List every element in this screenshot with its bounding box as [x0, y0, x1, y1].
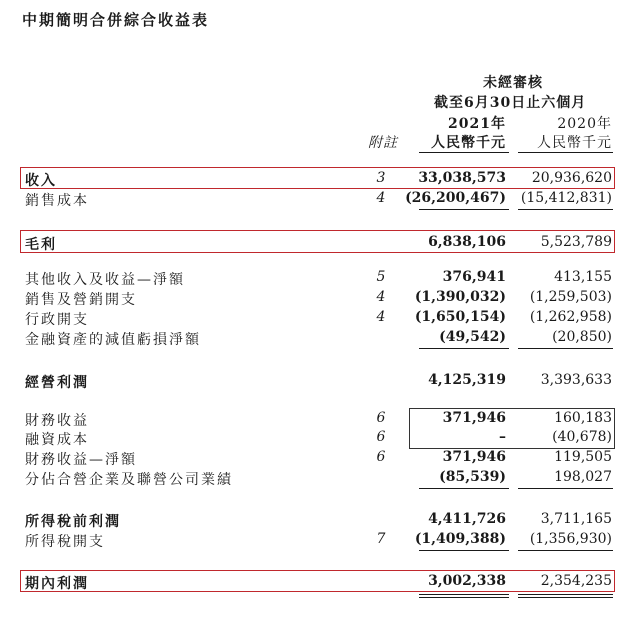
- header-year-current: 2021年: [448, 116, 506, 132]
- double-underline-1-prior: [518, 594, 613, 595]
- row-current-profit-before-tax: 4,411,726: [428, 511, 506, 527]
- row-note-net-finance-income: 6: [376, 449, 386, 465]
- row-prior-gross-profit: 5,523,789: [540, 234, 612, 250]
- double-underline-2-prior: [518, 597, 613, 598]
- row-current-income-tax: (1,409,388): [414, 531, 506, 547]
- row-label-selling-expenses: 銷售及營銷開支: [25, 292, 137, 308]
- underline-cost-of-sales-prior: [518, 209, 613, 210]
- header-year-prior: 2020年: [557, 116, 612, 132]
- header-underline-prior: [518, 152, 613, 153]
- row-note-other-income: 5: [376, 269, 386, 285]
- row-prior-net-finance-income: 119,505: [554, 449, 612, 465]
- row-current-revenue: 33,038,573: [418, 170, 506, 186]
- row-label-gross-profit: 毛利: [25, 237, 57, 253]
- row-label-finance-income: 財務收益: [25, 413, 89, 429]
- underline-impairment-current: [419, 348, 509, 349]
- header-unaudited: 未經審核: [483, 75, 543, 91]
- row-current-share-of-results: (85,539): [439, 469, 506, 485]
- row-prior-operating-profit: 3,393,633: [540, 372, 612, 388]
- row-note-income-tax: 7: [376, 531, 386, 547]
- underline-share-prior: [518, 488, 613, 489]
- row-prior-profit-before-tax: 3,711,165: [540, 511, 612, 527]
- row-note-revenue: 3: [376, 170, 386, 186]
- row-current-admin-expenses: (1,650,154): [414, 309, 506, 325]
- row-current-gross-profit: 6,838,106: [428, 234, 506, 250]
- row-label-cost-of-sales: 銷售成本: [25, 193, 89, 209]
- row-prior-admin-expenses: (1,262,958): [529, 309, 612, 325]
- row-label-admin-expenses: 行政開支: [25, 312, 89, 328]
- row-note-finance-income: 6: [376, 410, 386, 426]
- header-underline-current: [419, 152, 509, 153]
- row-label-net-finance-income: 財務收益—淨額: [25, 452, 137, 468]
- row-current-cost-of-sales: (26,200,467): [405, 190, 506, 206]
- row-prior-finance-costs: (40,678): [552, 429, 612, 445]
- underline-cost-of-sales-current: [419, 209, 509, 210]
- row-note-admin-expenses: 4: [376, 309, 386, 325]
- underline-share-current: [419, 488, 509, 489]
- row-label-other-income: 其他收入及收益—淨額: [25, 272, 185, 288]
- row-prior-revenue: 20,936,620: [531, 170, 612, 186]
- double-underline-2-current: [419, 597, 509, 598]
- row-prior-profit-for-period: 2,354,235: [540, 573, 612, 589]
- row-current-impairment: (49,542): [439, 329, 506, 345]
- row-current-finance-income: 371,946: [442, 410, 506, 426]
- underline-income-tax-current: [419, 550, 509, 551]
- header-unit-current: 人民幣千元: [431, 135, 506, 151]
- row-note-finance-costs: 6: [376, 429, 386, 445]
- statement-title: 中期簡明合併綜合收益表: [22, 11, 210, 29]
- row-current-selling-expenses: (1,390,032): [414, 289, 506, 305]
- header-period: 截至6月30日止六個月: [434, 95, 587, 111]
- row-prior-cost-of-sales: (15,412,831): [520, 190, 612, 206]
- highlight-box-period-profit: [20, 570, 615, 592]
- row-label-operating-profit: 經營利潤: [25, 375, 89, 391]
- row-prior-finance-income: 160,183: [554, 410, 612, 426]
- underline-impairment-prior: [518, 348, 613, 349]
- row-prior-share-of-results: 198,027: [554, 469, 612, 485]
- row-label-income-tax: 所得稅開支: [25, 534, 105, 550]
- row-label-finance-costs: 融資成本: [25, 432, 89, 448]
- row-prior-income-tax: (1,356,930): [529, 531, 612, 547]
- double-underline-1-current: [419, 594, 509, 595]
- row-label-revenue: 收入: [25, 173, 57, 189]
- row-current-operating-profit: 4,125,319: [428, 372, 506, 388]
- highlight-box-revenue: [20, 167, 615, 189]
- row-current-profit-for-period: 3,002,338: [428, 573, 506, 589]
- row-note-selling-expenses: 4: [376, 289, 386, 305]
- row-label-impairment: 金融資產的減值虧損淨額: [25, 332, 201, 348]
- row-current-net-finance-income: 371,946: [442, 449, 506, 465]
- row-current-other-income: 376,941: [442, 269, 506, 285]
- row-label-profit-before-tax: 所得稅前利潤: [25, 514, 121, 530]
- underline-income-tax-prior: [518, 550, 613, 551]
- highlight-box-gross-profit: [20, 230, 615, 253]
- row-current-finance-costs: –: [499, 429, 506, 445]
- row-prior-other-income: 413,155: [554, 269, 612, 285]
- header-unit-prior: 人民幣千元: [537, 135, 612, 151]
- row-label-share-of-results: 分佔合營企業及聯營公司業績: [25, 472, 233, 488]
- row-note-cost-of-sales: 4: [376, 190, 386, 206]
- row-prior-impairment: (20,850): [552, 329, 612, 345]
- header-note-label: 附註: [368, 135, 398, 151]
- row-label-profit-for-period: 期內利潤: [25, 576, 89, 592]
- row-prior-selling-expenses: (1,259,503): [529, 289, 612, 305]
